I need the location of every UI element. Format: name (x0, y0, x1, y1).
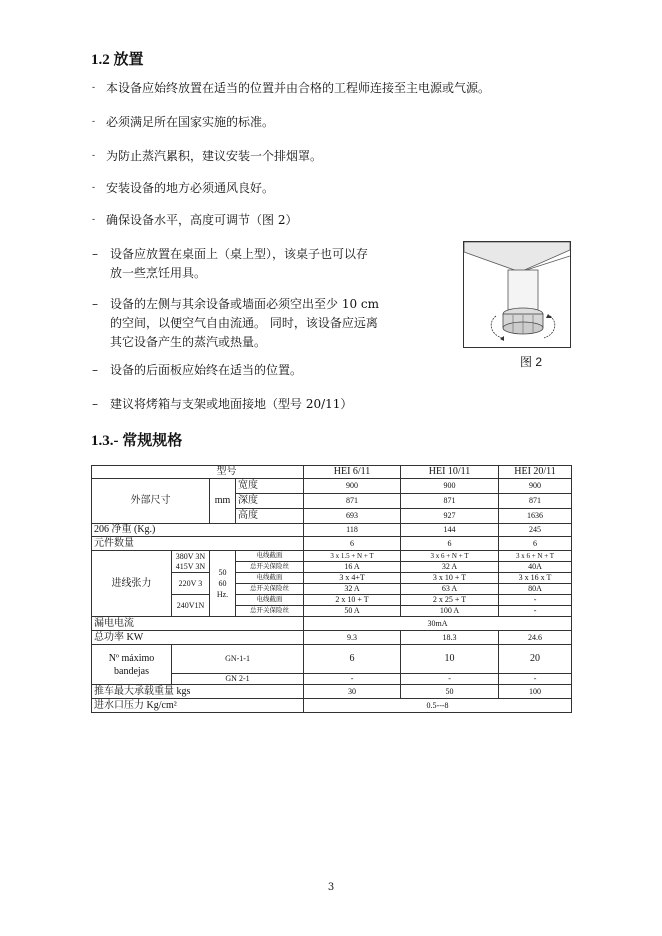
voltage-240: 240V1N (172, 595, 210, 617)
total-power-label: 总功率 KW (92, 631, 304, 645)
section-heading-specs: 1.3.- 常规规格 (91, 433, 183, 449)
tray-value: 10 (401, 645, 499, 674)
bullet-5: - 确保设备水平，高度可调节（图 2） (92, 213, 298, 227)
width-label: 宽度 (236, 479, 304, 494)
cable-value: 3 x 6 + N + T (499, 551, 572, 562)
dash-item-4: – 建议将烤箱与支架或地面接地（型号 20/11） (92, 397, 353, 411)
frequency: 50 60 Hz. (210, 551, 236, 617)
tray-type: GN 2-1 (172, 674, 304, 685)
breaker-value: 16 A (304, 562, 401, 573)
model-1: HEI 6/11 (304, 466, 401, 479)
height-value: 927 (401, 509, 499, 524)
cable-value: 3 x 4+T (304, 573, 401, 584)
breaker-value: 100 A (401, 606, 499, 617)
elements-value: 6 (499, 537, 572, 551)
depth-label: 深度 (236, 494, 304, 509)
breaker-value: - (499, 606, 572, 617)
breaker-value: 80A (499, 584, 572, 595)
model-3: HEI 20/11 (499, 466, 572, 479)
trolley-value: 50 (401, 685, 499, 699)
water-pressure-value: 0.5---8 (304, 699, 572, 713)
page-number: 3 (327, 882, 335, 893)
dash-item-1: – 设备应放置在桌面上（桌上型），该桌子也可以存 放一些烹饪用具。 (92, 247, 369, 280)
water-pressure-label: 进水口压力 Kg/cm² (92, 699, 304, 713)
voltage-220: 220V 3 (172, 573, 210, 595)
breaker-value: 32 A (401, 562, 499, 573)
cable-label: 电线截面 (236, 595, 304, 606)
cable-value: 2 x 10 + T (304, 595, 401, 606)
dimensions-unit: mm (210, 479, 236, 524)
dash-item-2: – 设备的左侧与其余设备或墙面必须空出至少 10 cm 的空间，以便空气自由流通。 同时，该设备应远离 其它设备产生的蒸汽或热量。 (92, 297, 379, 349)
tray-value: 20 (499, 645, 572, 674)
voltage-380-415: 380V 3N 415V 3N (172, 551, 210, 573)
width-value: 900 (401, 479, 499, 494)
weight-label: 206 净重 (Kg.) (92, 524, 304, 537)
tray-type: GN-1-1 (172, 645, 304, 674)
table-row (92, 617, 572, 631)
weight-value: 118 (304, 524, 401, 537)
trays-label: Nº máximo bandejas (92, 645, 172, 685)
total-power-value: 24.6 (499, 631, 572, 645)
weight-value: 245 (499, 524, 572, 537)
elements-label: 元件数量 (92, 537, 304, 551)
depth-value: 871 (499, 494, 572, 509)
tray-value: 6 (304, 645, 401, 674)
section-heading-placement: 1.2 放置 (91, 52, 144, 68)
table-row (92, 645, 572, 674)
breaker-value: 50 A (304, 606, 401, 617)
model-label: 型号 (92, 466, 304, 479)
bullet-3: - 为防止蒸汽累积，建议安装一个排烟罩。 (92, 149, 323, 163)
weight-value: 144 (401, 524, 499, 537)
breaker-value: 32 A (304, 584, 401, 595)
leakage-value: 30mA (304, 617, 572, 631)
width-value: 900 (304, 479, 401, 494)
total-power-value: 18.3 (401, 631, 499, 645)
table-row (92, 551, 572, 562)
breaker-value: 63 A (401, 584, 499, 595)
elements-value: 6 (401, 537, 499, 551)
model-2: HEI 10/11 (401, 466, 499, 479)
elements-value: 6 (304, 537, 401, 551)
leakage-label: 漏电电流 (92, 617, 304, 631)
breaker-label: 总开关保险丝 (236, 606, 304, 617)
breaker-value: 40A (499, 562, 572, 573)
table-row (92, 524, 572, 537)
table-row (92, 699, 572, 713)
table-row (92, 537, 572, 551)
cable-value: 2 x 25 + T (401, 595, 499, 606)
depth-value: 871 (304, 494, 401, 509)
tray-value: - (304, 674, 401, 685)
tray-value: - (499, 674, 572, 685)
total-power-value: 9.3 (304, 631, 401, 645)
cable-label: 电线截面 (236, 551, 304, 562)
breaker-label: 总开关保险丝 (236, 584, 304, 595)
trolley-value: 100 (499, 685, 572, 699)
bullet-2: - 必须满足所在国家实施的标准。 (92, 115, 275, 129)
figure-caption: 图 2 (520, 355, 543, 369)
figure-2 (463, 241, 571, 348)
breaker-label: 总开关保险丝 (236, 562, 304, 573)
bullet-1: - 本设备应始终放置在适当的位置并由合格的工程师连接至主电源或气源。 (92, 81, 491, 95)
cable-value: 3 x 16 x T (499, 573, 572, 584)
spec-table (91, 465, 572, 713)
bullet-4: - 安装设备的地方必须通风良好。 (92, 181, 275, 195)
dimensions-label: 外部尺寸 (92, 479, 210, 524)
cable-value: 3 x 10 + T (401, 573, 499, 584)
cable-label: 电线截面 (236, 573, 304, 584)
trolley-value: 30 (304, 685, 401, 699)
width-value: 900 (499, 479, 572, 494)
cable-value: 3 x 1.5 + N + T (304, 551, 401, 562)
cable-value: 3 x 6 + N + T (401, 551, 499, 562)
dash-item-3: – 设备的后面板应始终在适当的位置。 (92, 363, 303, 377)
tray-value: - (401, 674, 499, 685)
cable-value: - (499, 595, 572, 606)
table-row (92, 466, 572, 479)
power-label: 进线张力 (92, 551, 172, 617)
height-label: 高度 (236, 509, 304, 524)
height-value: 693 (304, 509, 401, 524)
height-value: 1636 (499, 509, 572, 524)
adjustable-foot-illustration (464, 242, 570, 347)
trolley-label: 推车最大承载重量 kgs (92, 685, 304, 699)
depth-value: 871 (401, 494, 499, 509)
table-row (92, 631, 572, 645)
table-row (92, 479, 572, 494)
table-row (92, 685, 572, 699)
